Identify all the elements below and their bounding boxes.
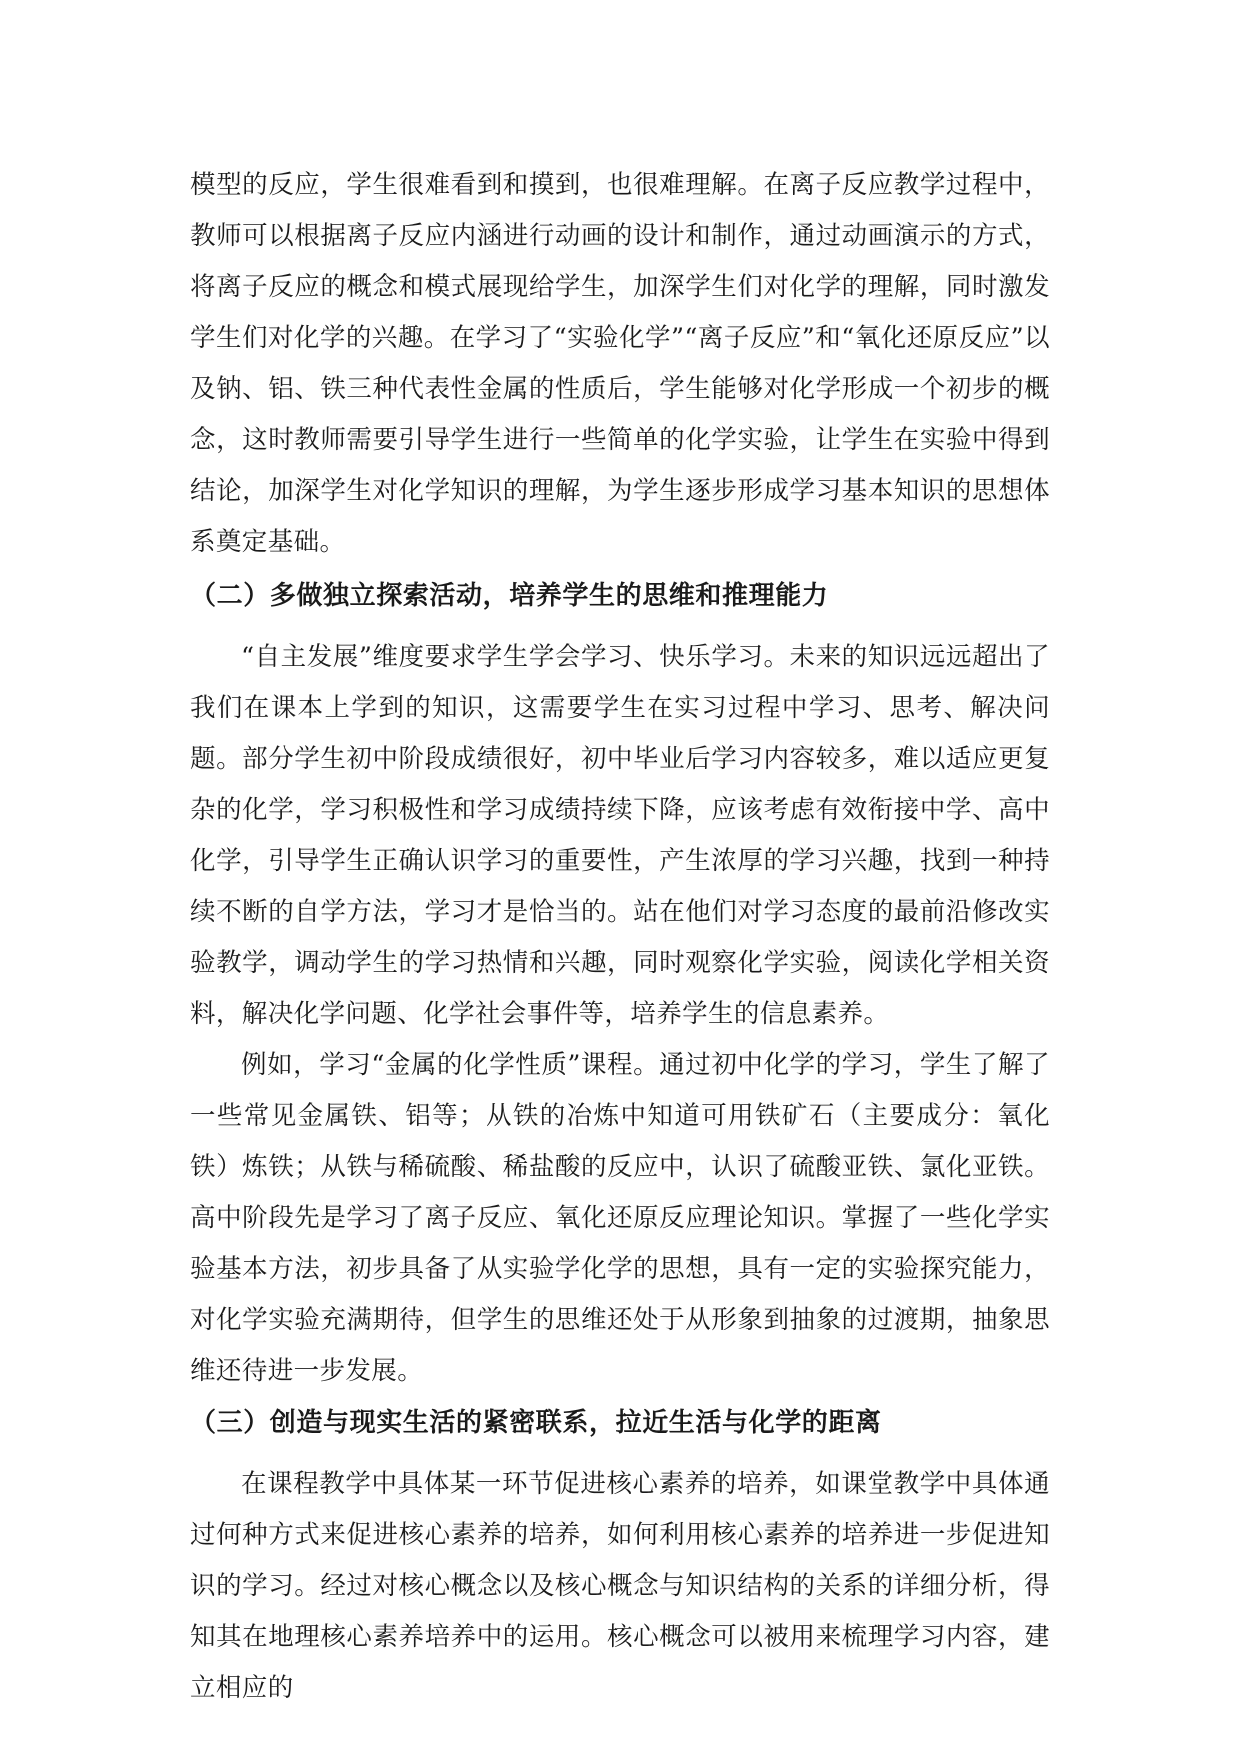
section-heading-3: （三）创造与现实生活的紧密联系，拉近生活与化学的距离	[190, 1408, 882, 1438]
document-body	[190, 160, 1050, 1714]
paragraph-core-literacy: 在课程教学中具体某一环节促进核心素养的培养，如课堂教学中具体通过何种方式来促进核心素养的培养，如何利用核心素养的培养进一步促进知识的学习。经过对核心概念以及核心概念与知识结构的关系的详细分析，得知其在地理核心素养培养中的运用。核心概念可以被用来梳理学习内容，建立相应的	[190, 1469, 1050, 1703]
section-heading-2: （二）多做独立探索活动，培养学生的思维和推理能力	[190, 581, 829, 611]
paragraph-continued: 模型的反应，学生很难看到和摸到，也很难理解。在离子反应教学过程中，教师可以根据离子反应内涵进行动画的设计和制作，通过动画演示的方式，将离子反应的概念和模式展现给学生，加深学生们对化学的理解，同时激发学生们对化学的兴趣。在学习了“实验化学”“离子反应”和“氧化还原反应”以及钠、铝、铁三种代表性金属的性质后，学生能够对化学形成一个初步的概念，这时教师需要引导学生进行一些简单的化学实验，让学生在实验中得到结论，加深学生对化学知识的理解，为学生逐步形成学习基本知识的思想体系奠定基础。	[190, 170, 1050, 557]
paragraph-self-development: “自主发展”维度要求学生学会学习、快乐学习。未来的知识远远超出了我们在课本上学到的知识，这需要学生在实习过程中学习、思考、解决问题。部分学生初中阶段成绩很好，初中毕业后学习内容较多，难以适应更复杂的化学，学习积极性和学习成绩持续下降，应该考虑有效衔接中学、高中化学，引导学生正确认识学习的重要性，产生浓厚的学习兴趣，找到一种持续不断的自学方法，学习才是恰当的。站在他们对学习态度的最前沿修改实验教学，调动学生的学习热情和兴趣，同时观察化学实验，阅读化学相关资料，解决化学问题、化学社会事件等，培养学生的信息素养。	[190, 642, 1050, 1029]
paragraph-metal-example: 例如，学习“金属的化学性质”课程。通过初中化学的学习，学生了解了一些常见金属铁、铝等；从铁的冶炼中知道可用铁矿石（主要成分：氧化铁）炼铁；从铁与稀硫酸、稀盐酸的反应中，认识了硫酸亚铁、氯化亚铁。高中阶段先是学习了离子反应、氧化还原反应理论知识。掌握了一些化学实验基本方法，初步具备了从实验学化学的思想，具有一定的实验探究能力，对化学实验充满期待，但学生的思维还处于从形象到抽象的过渡期，抽象思维还待进一步发展。	[190, 1050, 1050, 1386]
